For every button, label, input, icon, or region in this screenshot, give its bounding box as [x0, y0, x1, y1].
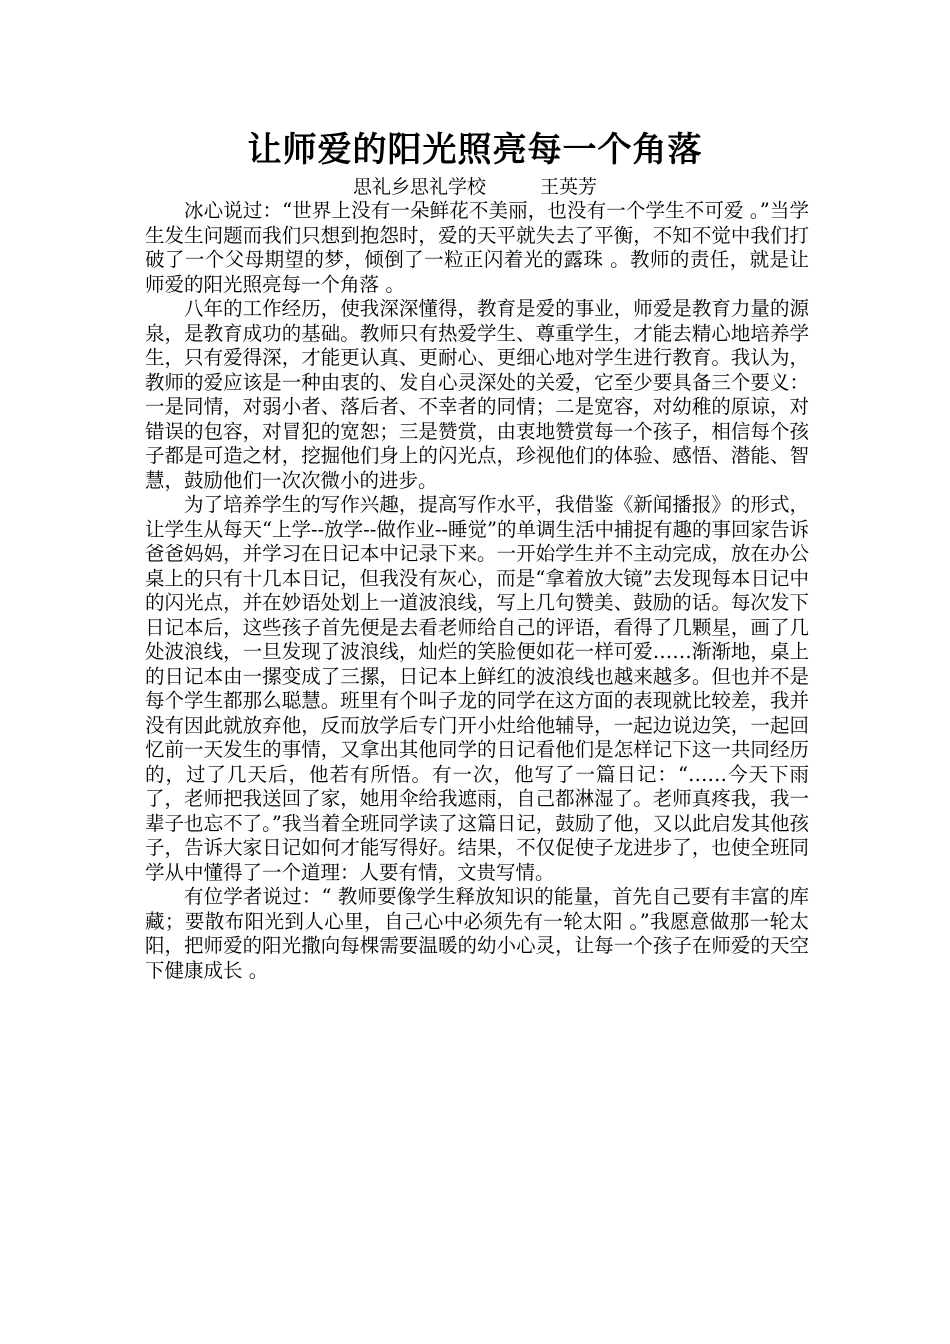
- article-byline: [0, 175, 950, 199]
- article-title: 让师爱的阳光照亮每一个角落: [247, 130, 703, 170]
- paragraph-1: 冰心说过：“世界上没有一朵鲜花不美丽，也没有一个学生不可爱 。”当学生发生问题而我们只想到抱怨时，爱的天平就失去了平衡，不知不觉中我们打破了一个父母期望的梦，倾倒了一粒正闪着光的露珠 。教师的责任，就是让师爱的阳光照亮每一个角落 。: [145, 199, 809, 296]
- author-name: 王英芳: [540, 176, 598, 198]
- paragraph-2: 八年的工作经历，使我深深懂得，教育是爱的事业，师爱是教育力量的源泉，是教育成功的基础。教师只有热爱学生、尊重学生，才能去精心地培养学生，只有爱得深，才能更认真、更耐心、更细心地对学生进行教育。我认为，教师的爱应该是一种由衷的、发自心灵深处的关爱，它至少要具备三个要义：一是同情，对弱小者、落后者、不幸者的同情；二是宽容，对幼稚的原谅，对错误的包容，对冒犯的宽恕；三是赞赏，由衷地赞赏每一个孩子，相信每个孩子都是可造之材，挖掘他们身上的闪光点，珍视他们的体验、感悟、潜能、智慧，鼓励他们一次次微小的进步。: [145, 297, 809, 492]
- author-school: 思礼乡思礼学校: [352, 176, 486, 198]
- paragraph-3: 为了培养学生的写作兴趣，提高写作水平，我借鉴《新闻播报》的形式，让学生从每天“上学--放学--做作业--睡觉”的单调生活中捕捉有趣的事回家告诉爸爸妈妈，并学习在日记本中记录下来。一开始学生并不主动完成，放在办公桌上的只有十几本日记，但我没有灰心，而是“拿着放大镜”去发现每本日记中的闪光点，并在妙语处划上一道波浪线，写上几句赞美、鼓励的话。每次发下日记本后，这些孩子首先便是去看老师给自己的评语，看得了几颗星，画了几处波浪线，一旦发现了波浪线，灿烂的笑脸便如花一样可爱……渐渐地，桌上的日记本由一摞变成了三摞，日记本上鲜红的波浪线也越来越多。但也并不是每个学生都那么聪慧。班里有个叫子龙的同学在这方面的表现就比较差，我并没有因此就放弃他，反而放学后专门开小灶给他辅导，一起边说边笑，一起回忆前一天发生的事情，又拿出其他同学的日记看他们是怎样记下这一共同经历的，过了几天后，他若有所悟。有一次，他写了一篇日记：“……今天下雨了，老师把我送回了家，她用伞给我遮雨，自己都淋湿了。老师真疼我，我一辈子也忘不了。”我当着全班同学读了这篇日记，鼓励了他，又以此启发其他孩子，告诉大家日记如何才能写得好。结果，不仅促使子龙进步了，也使全班同学从中懂得了一个道理：人要有情，文贵写情。: [145, 493, 809, 884]
- paragraph-4: 有位学者说过：“ 教师要像学生释放知识的能量，首先自己要有丰富的库藏；要散布阳光到人心里，自己心中必须先有一轮太阳 。”我愿意做那一轮太阳，把师爱的阳光撒向每棵需要温暖的幼小心灵，让每一个孩子在师爱的天空下健康成长 。: [145, 885, 809, 982]
- article-body: [145, 199, 809, 983]
